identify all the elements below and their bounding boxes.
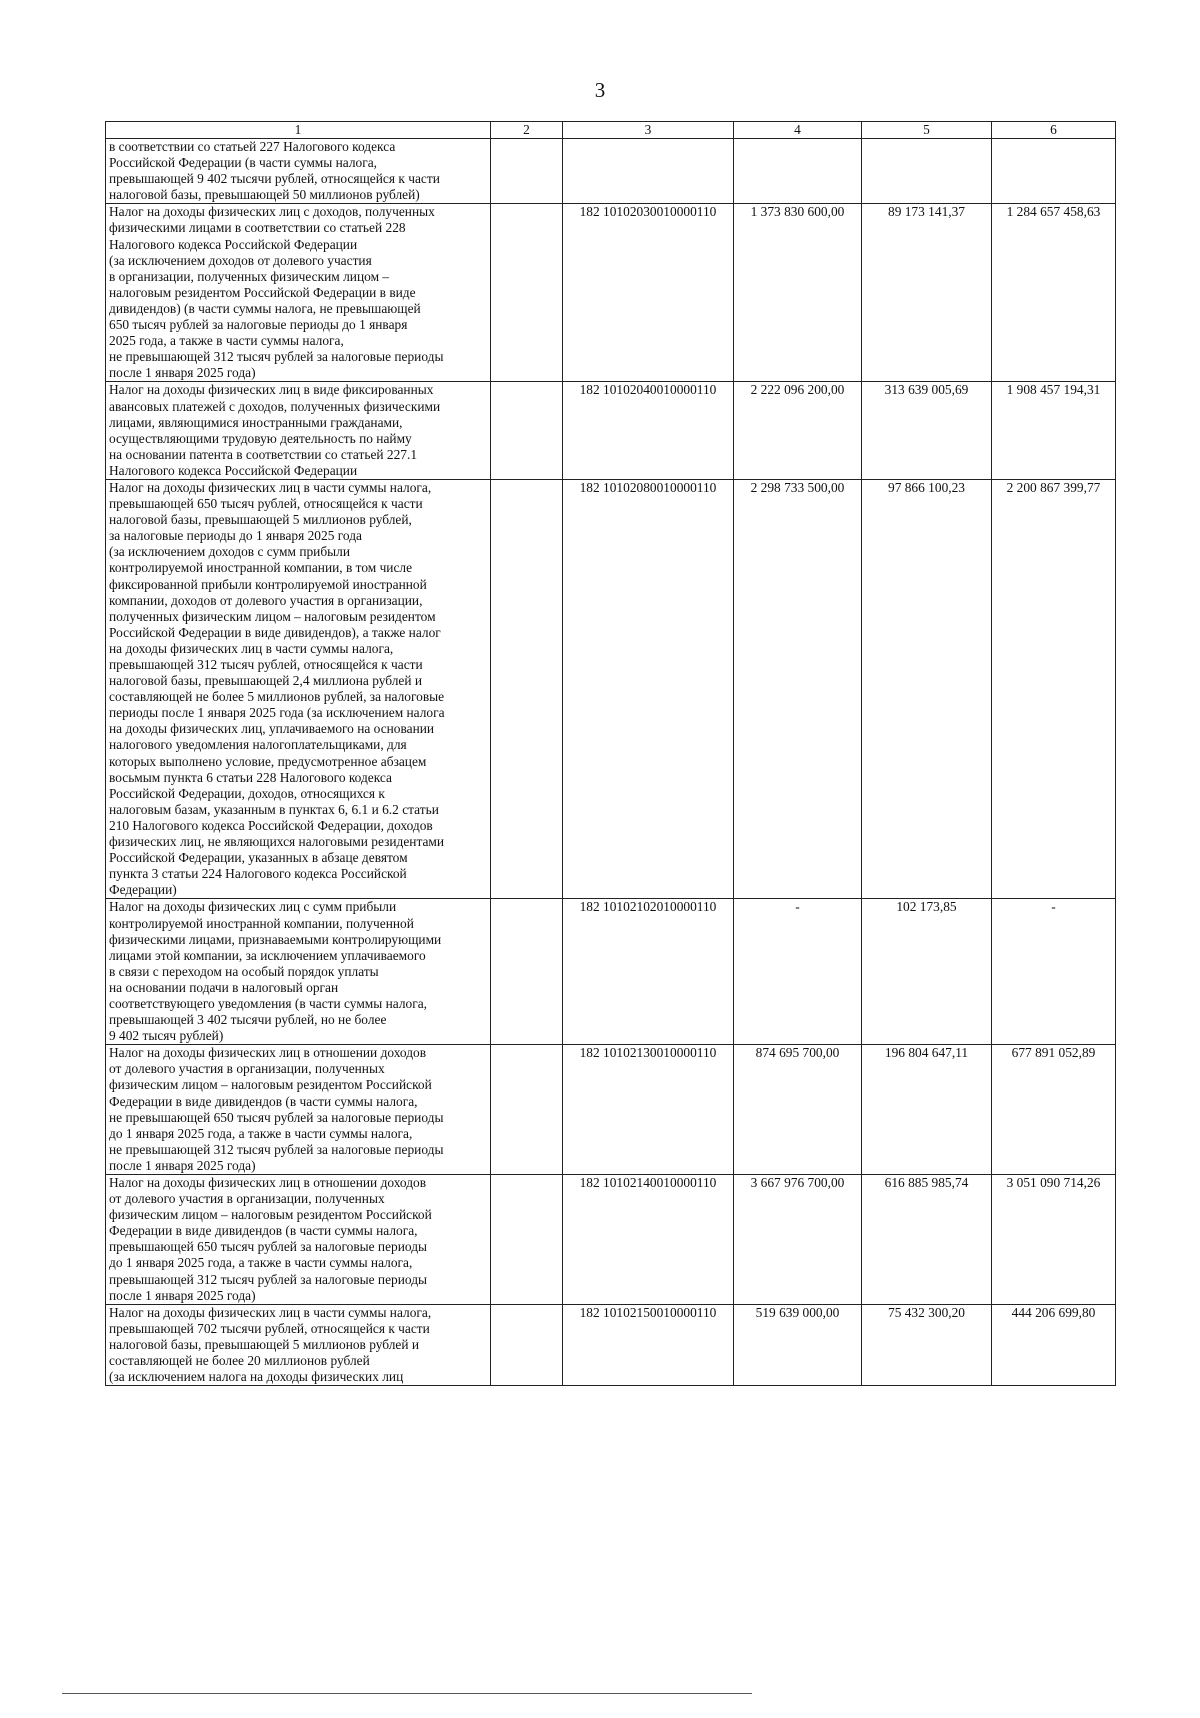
row-plan: 2 222 096 200,00 <box>734 382 862 480</box>
row-description: Налог на доходы физических лиц в части суммы налога, превышающей 650 тысяч рублей, относящейся к части налоговой базы, превышающей 5 миллионов рублей, за налоговые периоды до 1 января 2025 года (за исключением доходов с сумм прибыли контролируемой иностранной компании, в том числе фиксированной прибыли контролируемой иностранной компании, доходов от долевого участия в организации, полученных физическим лицом – налоговым резидентом Российской Федерации в виде дивидендов), а также налог на доходы физических лиц в части суммы налога, превышающей 312 тысяч рублей, относящейся к части налоговой базы, превышающей 2,4 миллиона рублей и составляющей не более 5 миллионов рублей, за налоговые периоды после 1 января 2025 года (за исключением налога на доходы физических лиц, уплачиваемого на основании налогового уведомления налогоплательщиками, для которых выполнено условие, предусмотренное абзацем восьмым пункта 6 статьи 228 Налогового кодекса Российской Федерации, доходов, относящихся к налоговым базам, указанным в пунктах 6, 6.1 и 6.2 статьи 210 Налогового кодекса Российской Федерации, доходов физических лиц, не являющихся налоговыми резидентами Российской Федерации, указанных в абзаце девятом пункта 3 статьи 224 Налогового кодекса Российской Федерации) <box>106 479 491 898</box>
row-col2 <box>491 204 563 382</box>
column-header-2: 2 <box>491 122 563 139</box>
row-budget-code: 182 10102140010000110 <box>563 1175 734 1305</box>
row-description: Налог на доходы физических лиц с доходов, полученных физическими лицами в соответствии со статьей 228 Налогового кодекса Российской Федерации (за исключением доходов от долевого участия в организации, полученных физическим лицом – налоговым резидентом Российской Федерации в виде дивидендов) (в части суммы налога, не превышающей 650 тысяч рублей за налоговые периоды до 1 января 2025 года, а также в части суммы налога, не превышающей 312 тысяч рублей за налоговые периоды после 1 января 2025 года) <box>106 204 491 382</box>
row-budget-code: 182 10102040010000110 <box>563 382 734 480</box>
row-remaining: 2 200 867 399,77 <box>992 479 1116 898</box>
row-description: Налог на доходы физических лиц с сумм прибыли контролируемой иностранной компании, полученной физическими лицами, признаваемыми контролирующими лицами этой компании, за исключением уплачиваемого в связи с переходом на особый порядок уплаты на основании подачи в налоговый орган соответствующего уведомления (в части суммы налога, превышающей 3 402 тысячи рублей, но не более 9 402 тысяч рублей) <box>106 899 491 1045</box>
row-remaining: 444 206 699,80 <box>992 1304 1116 1385</box>
row-budget-code: 182 10102080010000110 <box>563 479 734 898</box>
row-description: Налог на доходы физических лиц в виде фиксированных авансовых платежей с доходов, полученных физическими лицами, являющимися иностранными гражданами, осуществляющими трудовую деятельность по найму на основании патента в соответствии со статьей 227.1 Налогового кодекса Российской Федерации <box>106 382 491 480</box>
column-header-4: 4 <box>734 122 862 139</box>
row-remaining: 677 891 052,89 <box>992 1045 1116 1175</box>
revenue-table <box>105 121 1116 1386</box>
table-row <box>106 1045 1116 1175</box>
row-col2 <box>491 479 563 898</box>
row-plan: 2 298 733 500,00 <box>734 479 862 898</box>
row-description: в соответствии со статьей 227 Налогового кодекса Российской Федерации (в части суммы налога, превышающей 9 402 тысячи рублей, относящейся к части налоговой базы, превышающей 50 миллионов рублей) <box>106 139 491 204</box>
row-description: Налог на доходы физических лиц в отношении доходов от долевого участия в организации, полученных физическим лицом – налоговым резидентом Российской Федерации в виде дивидендов (в части суммы налога, превышающей 650 тысяч рублей за налоговые периоды до 1 января 2025 года, а также в части суммы налога, превышающей 312 тысяч рублей за налоговые периоды после 1 января 2025 года) <box>106 1175 491 1305</box>
table-row <box>106 382 1116 480</box>
table-row <box>106 479 1116 898</box>
row-col2 <box>491 899 563 1045</box>
table-row <box>106 139 1116 204</box>
table-row <box>106 899 1116 1045</box>
row-budget-code: 182 10102030010000110 <box>563 204 734 382</box>
row-executed: 89 173 141,37 <box>862 204 992 382</box>
row-executed: 616 885 985,74 <box>862 1175 992 1305</box>
column-header-3: 3 <box>563 122 734 139</box>
row-budget-code <box>563 139 734 204</box>
row-remaining <box>992 139 1116 204</box>
row-description: Налог на доходы физических лиц в части суммы налога, превышающей 702 тысячи рублей, относящейся к части налоговой базы, превышающей 5 миллионов рублей и составляющей не более 20 миллионов рублей (за исключением налога на доходы физических лиц <box>106 1304 491 1385</box>
table-row <box>106 1304 1116 1385</box>
row-budget-code: 182 10102150010000110 <box>563 1304 734 1385</box>
column-header-6: 6 <box>992 122 1116 139</box>
page-number: 3 <box>594 78 606 102</box>
row-remaining: 1 908 457 194,31 <box>992 382 1116 480</box>
table-row <box>106 204 1116 382</box>
row-executed <box>862 139 992 204</box>
row-executed: 97 866 100,23 <box>862 479 992 898</box>
bottom-rule <box>62 1693 752 1694</box>
row-plan <box>734 139 862 204</box>
row-remaining: - <box>992 899 1116 1045</box>
row-executed: 102 173,85 <box>862 899 992 1045</box>
table-header-row <box>106 122 1116 139</box>
row-plan: - <box>734 899 862 1045</box>
row-col2 <box>491 139 563 204</box>
column-header-5: 5 <box>862 122 992 139</box>
row-remaining: 3 051 090 714,26 <box>992 1175 1116 1305</box>
row-plan: 3 667 976 700,00 <box>734 1175 862 1305</box>
row-col2 <box>491 382 563 480</box>
row-description: Налог на доходы физических лиц в отношении доходов от долевого участия в организации, полученных физическим лицом – налоговым резидентом Российской Федерации в виде дивидендов (в части суммы налога, не превышающей 650 тысяч рублей за налоговые периоды до 1 января 2025 года, а также в части суммы налога, не превышающей 312 тысяч рублей за налоговые периоды после 1 января 2025 года) <box>106 1045 491 1175</box>
row-col2 <box>491 1304 563 1385</box>
row-plan: 519 639 000,00 <box>734 1304 862 1385</box>
table-row <box>106 1175 1116 1305</box>
row-executed: 75 432 300,20 <box>862 1304 992 1385</box>
row-executed: 313 639 005,69 <box>862 382 992 480</box>
row-plan: 874 695 700,00 <box>734 1045 862 1175</box>
row-remaining: 1 284 657 458,63 <box>992 204 1116 382</box>
row-executed: 196 804 647,11 <box>862 1045 992 1175</box>
row-col2 <box>491 1175 563 1305</box>
row-budget-code: 182 10102130010000110 <box>563 1045 734 1175</box>
row-plan: 1 373 830 600,00 <box>734 204 862 382</box>
row-col2 <box>491 1045 563 1175</box>
row-budget-code: 182 10102102010000110 <box>563 899 734 1045</box>
column-header-1: 1 <box>106 122 491 139</box>
